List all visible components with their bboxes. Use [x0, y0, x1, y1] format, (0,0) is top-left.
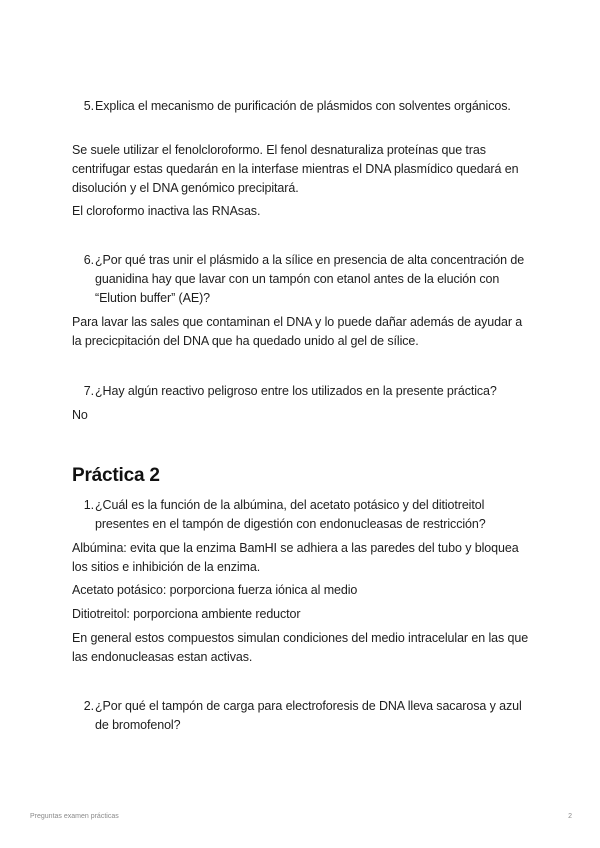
- question-text: ¿Por qué el tampón de carga para electroforesis de DNA lleva sacarosa y azul de bromofenol?: [95, 699, 522, 732]
- question-text: ¿Cuál es la función de la albúmina, del acetato potásico y del ditiotreitol presentes en el tampón de digestión con endonucleasas de restricción?: [95, 498, 486, 531]
- question-number: 6.: [83, 253, 94, 267]
- question-2: [72, 697, 532, 735]
- question-6: [72, 251, 532, 308]
- answer-paragraph: Ditiotreitol: porporciona ambiente reductor: [72, 607, 301, 621]
- footer-document-title: Preguntas examen prácticas: [30, 813, 119, 820]
- question-1: [72, 496, 532, 534]
- question-number: 2.: [83, 699, 94, 713]
- section-heading: Práctica 2: [72, 465, 160, 486]
- answer-paragraph: Acetato potásico: porporciona fuerza iónica al medio: [72, 583, 358, 597]
- footer-page-number: 2: [568, 813, 572, 820]
- question-5: [72, 97, 532, 116]
- question-text: Explica el mecanismo de purificación de plásmidos con solventes orgánicos.: [95, 99, 511, 113]
- answer-paragraph: Para lavar las sales que contaminan el DNA y lo puede dañar además de ayudar a la precicpitación del DNA que ha quedado unido al gel de sílice.: [72, 315, 523, 348]
- question-number: 5.: [83, 99, 94, 113]
- answer-paragraph: El cloroformo inactiva las RNAsas.: [72, 204, 261, 218]
- question-7: [72, 382, 532, 401]
- answer-paragraph: Se suele utilizar el fenolcloroformo. El fenol desnaturaliza proteínas que tras centrifugar estas quedarán en la interfase mientras el DNA plasmídico quedará en disolución y el DNA genómico precipitará.: [72, 143, 519, 195]
- answer-paragraph: En general estos compuestos simulan condiciones del medio intracelular en las que las endonucleasas estan activas.: [72, 631, 529, 664]
- answer-paragraph: No: [72, 408, 88, 422]
- question-number: 1.: [83, 498, 94, 512]
- question-text: ¿Hay algún reactivo peligroso entre los utilizados en la presente práctica?: [95, 384, 497, 398]
- question-text: ¿Por qué tras unir el plásmido a la sílice en presencia de alta concentración de guanidina hay que lavar con un tampón con etanol antes de la elución con “Elution buffer” (AE)?: [95, 253, 525, 305]
- answer-paragraph: Albúmina: evita que la enzima BamHI se adhiera a las paredes del tubo y bloquea los sitios e inhibición de la enzima.: [72, 541, 519, 574]
- question-number: 7.: [83, 384, 94, 398]
